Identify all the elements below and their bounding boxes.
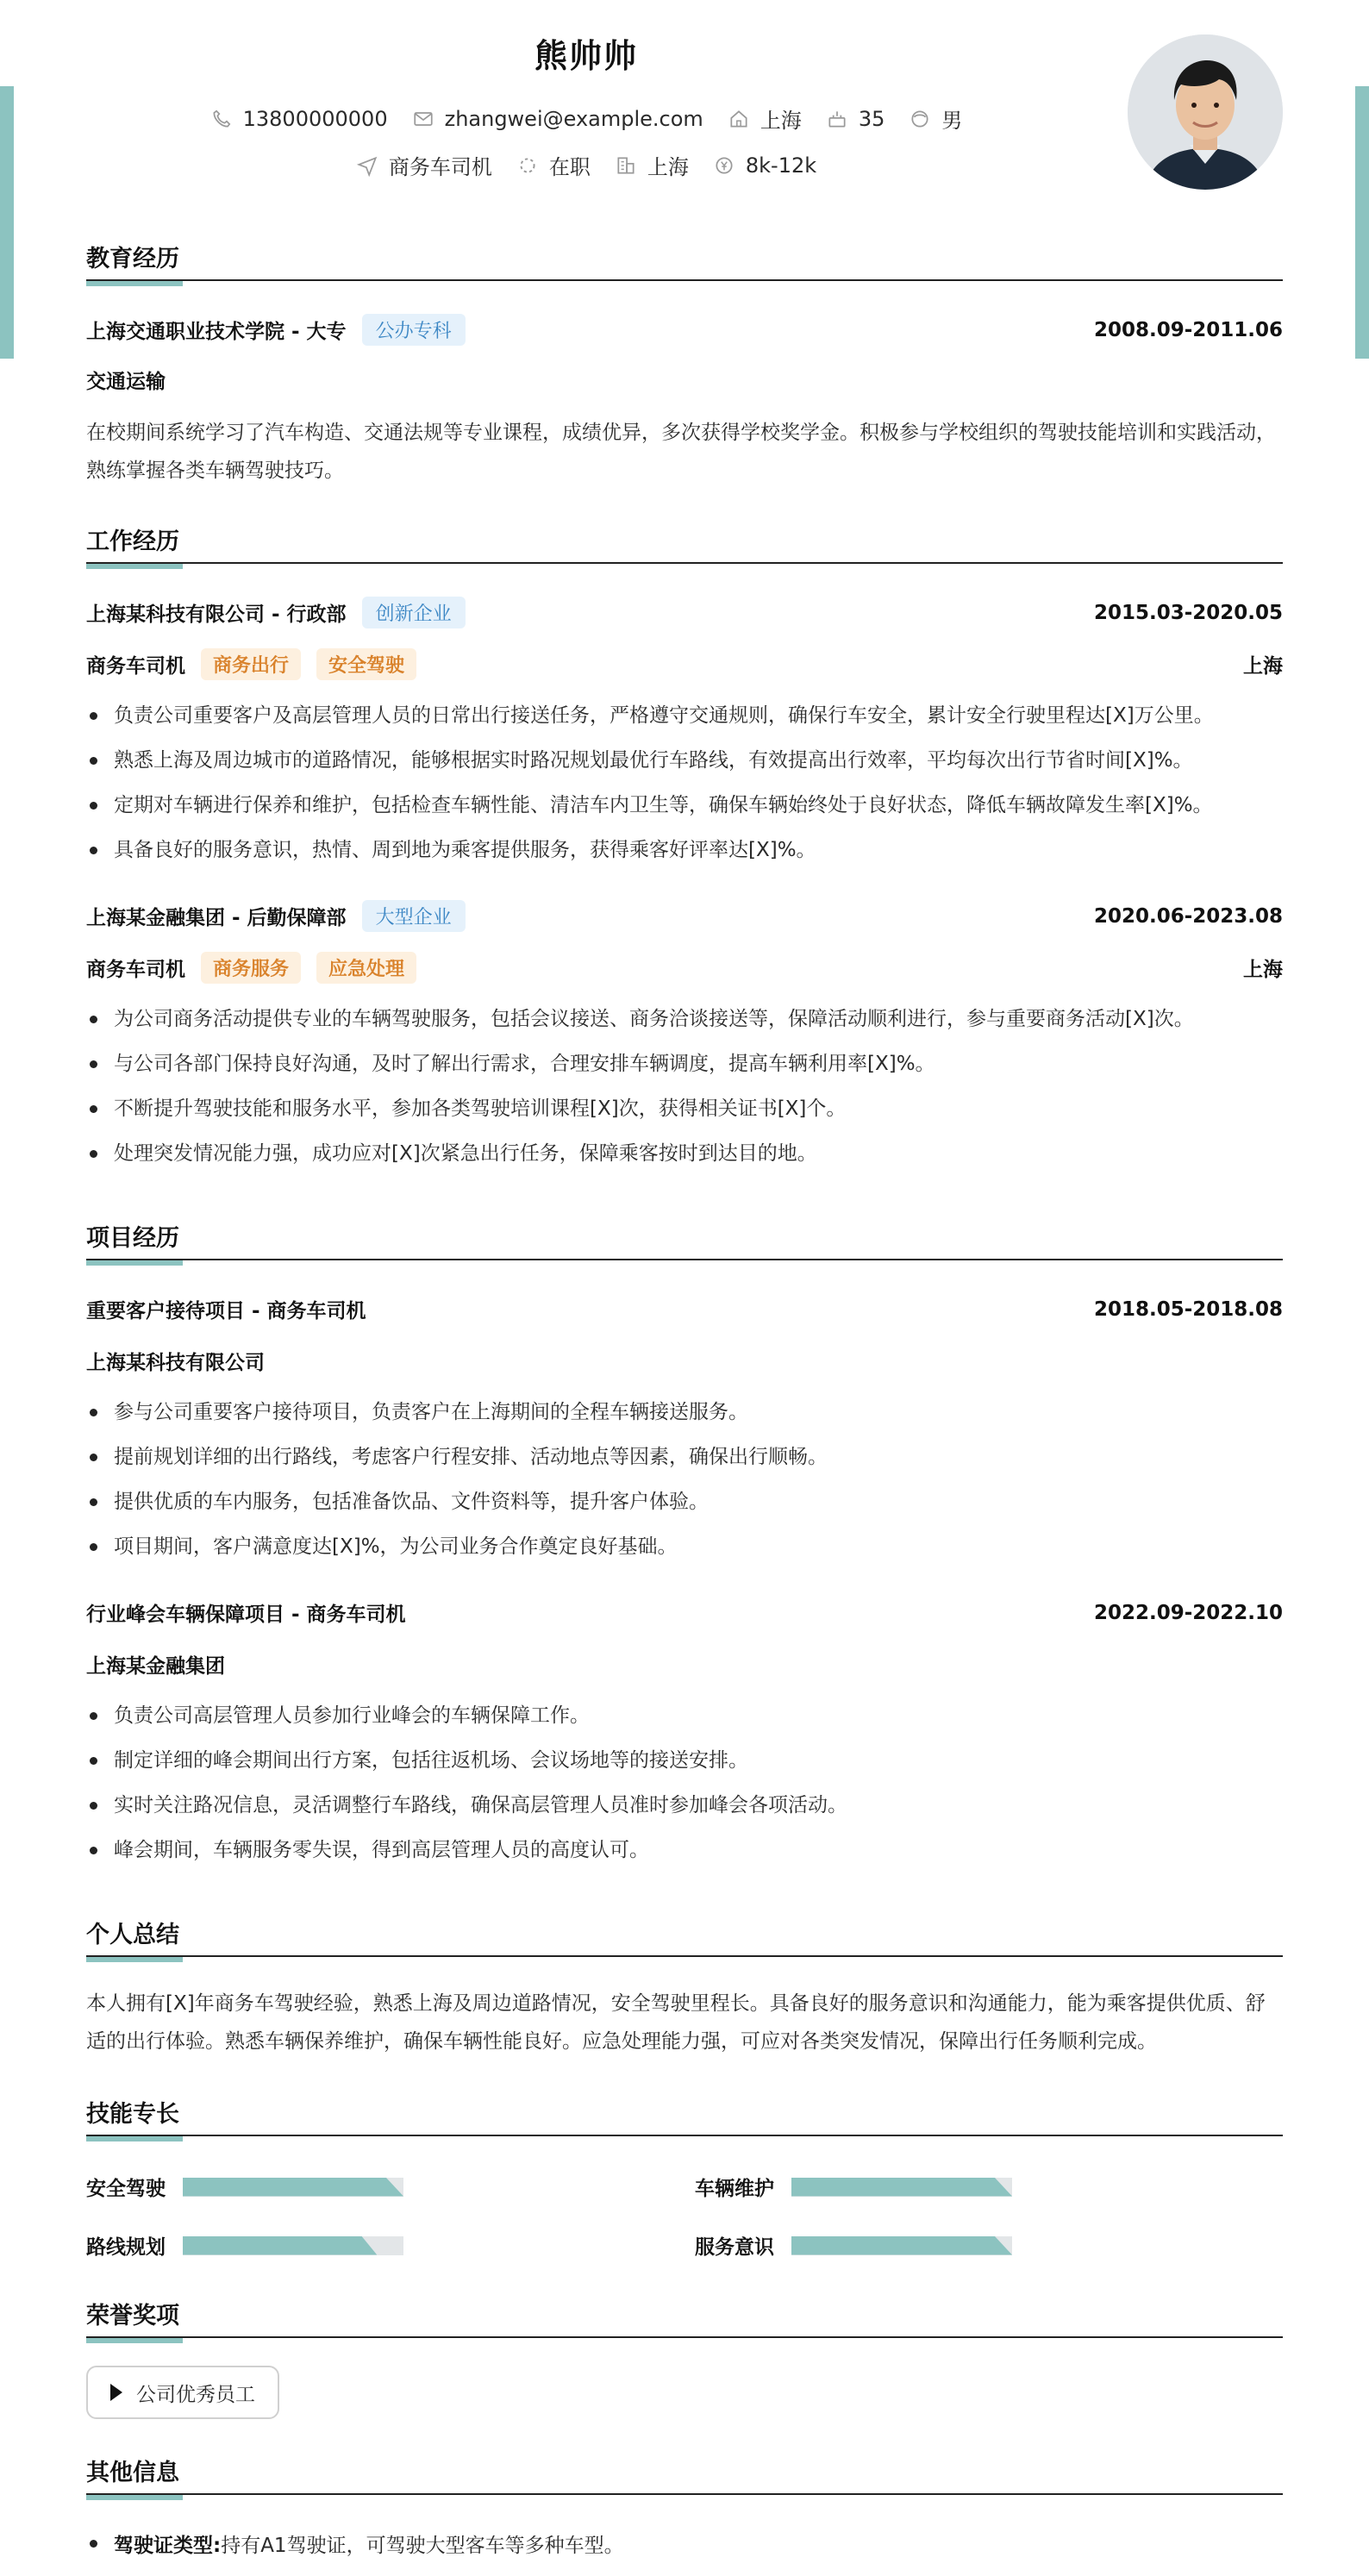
skill-name: 路线规划 (86, 2236, 166, 2259)
position-name: 商务车司机 (86, 655, 185, 678)
project-period: 2022.09-2022.10 (1093, 1601, 1283, 1624)
spinner-icon (516, 154, 539, 177)
job-header-row (86, 900, 1283, 932)
education-description: 在校期间系统学习了汽车构造、交通法规等专业课程，成绩优异，多次获得学校奖学金。积极参与学校组织的驾驶技能培训和实践活动，熟练掌握各类车辆驾驶技巧。 (86, 422, 1276, 482)
major-row (86, 366, 1283, 394)
section-title: 个人总结 (86, 1922, 179, 1948)
play-triangle-icon (110, 2384, 122, 2401)
section-title: 教育经历 (86, 246, 179, 272)
left-accent-bar (0, 86, 14, 359)
skill-bar (183, 2178, 403, 2197)
skill-item (695, 2173, 1012, 2201)
skill-item (695, 2231, 1012, 2260)
list-item: 制定详细的峰会期间出行方案，包括往返机场、会议场地等的接送安排。 (86, 1738, 1283, 1783)
email-info (412, 107, 703, 131)
section-accent (86, 1260, 183, 1266)
phone-text: 13800000000 (242, 106, 388, 131)
status-info (516, 150, 591, 180)
school-name: 上海交通职业技术学院 - 大专 (86, 321, 347, 343)
section-accent (86, 281, 183, 286)
skill-name: 车辆维护 (695, 2178, 774, 2200)
phone-icon (210, 108, 233, 130)
resume-header (86, 0, 1283, 216)
skills-section (86, 2095, 1283, 2133)
job-position-row (86, 952, 1283, 984)
list-item: 提供优质的车内服务，包括准备饮品、文件资料等，提升客户体验。 (86, 1479, 1283, 1524)
company-name: 上海某金融集团 - 后勤保障部 (86, 907, 347, 929)
project-org: 上海某科技有限公司 (86, 1352, 265, 1374)
list-item: 具备良好的服务意识，热情、周到地为乘客提供服务，获得乘客好评率达[X]%。 (86, 828, 1283, 872)
section-accent (86, 2136, 183, 2141)
award-item[interactable] (86, 2366, 279, 2419)
project-bullets (86, 1693, 1283, 1873)
salary-text: 8k-12k (745, 153, 817, 178)
section-accent (86, 564, 183, 569)
education-section (86, 240, 1283, 278)
job-location: 上海 (1243, 655, 1283, 678)
project-bullets (86, 1390, 1283, 1569)
cake-icon (826, 108, 848, 130)
section-accent (86, 1957, 183, 1962)
company-tag: 创新企业 (362, 597, 466, 628)
other-info-text: 持有A1驾驶证，可驾驶大型客车等多种车型。 (221, 2535, 624, 2557)
job-target-info (356, 150, 492, 180)
section-title: 工作经历 (86, 528, 179, 555)
job-target-text: 商务车司机 (388, 155, 492, 179)
coin-icon (713, 154, 735, 177)
section-accent (86, 2495, 183, 2500)
email-text: zhangwei@example.com (444, 106, 703, 131)
age-info (826, 107, 885, 131)
work-section (86, 522, 1283, 560)
home-icon (728, 108, 750, 130)
skill-bar (791, 2178, 1012, 2197)
position-tag: 商务出行 (201, 648, 301, 680)
list-item: 负责公司重要客户及高层管理人员的日常出行接送任务，严格遵守交通规则，确保行车安全，累计安全行驶里程达[X]万公里。 (86, 693, 1283, 738)
position-name: 商务车司机 (86, 959, 185, 981)
person-icon (909, 108, 931, 130)
section-title: 荣誉奖项 (86, 2303, 179, 2329)
list-item: 处理突发情况能力强，成功应对[X]次紧急出行任务，保障乘客按时到达目的地。 (86, 1131, 1283, 1176)
section-divider (86, 2135, 1283, 2136)
send-icon (356, 154, 378, 177)
job-period: 2020.06-2023.08 (1093, 904, 1283, 928)
position-tag: 应急处理 (316, 952, 416, 984)
other-section (86, 2454, 1283, 2492)
project-header-row (86, 1598, 1283, 1627)
skill-name: 安全驾驶 (86, 2178, 166, 2200)
section-title: 其他信息 (86, 2460, 179, 2486)
skill-bar-fill (791, 2236, 1012, 2255)
company-tag: 大型企业 (362, 900, 466, 932)
other-info-label: 驾驶证类型: (114, 2535, 222, 2557)
section-title: 项目经历 (86, 1225, 179, 1252)
other-info-item (86, 2529, 1283, 2558)
job-bullets (86, 693, 1283, 872)
project-header-row (86, 1295, 1283, 1323)
project-org-row (86, 1650, 1283, 1679)
project-org: 上海某金融集团 (86, 1655, 225, 1678)
candidate-name: 熊帅帅 (534, 37, 638, 75)
contact-row (86, 103, 1086, 134)
award-label: 公司优秀员工 (136, 2383, 255, 2406)
list-item: 提前规划详细的出行路线，考虑客户行程安排、活动地点等因素，确保出行顺畅。 (86, 1435, 1283, 1479)
avatar (1128, 34, 1283, 190)
list-item: 项目期间，客户满意度达[X]%，为公司业务合作奠定良好基础。 (86, 1524, 1283, 1569)
list-item: 定期对车辆进行保养和维护，包括检查车辆性能、清洁车内卫生等，确保车辆始终处于良好状态，降低车辆故障发生率[X]%。 (86, 783, 1283, 828)
work-city-text: 上海 (647, 155, 689, 179)
position-tag: 商务服务 (201, 952, 301, 984)
status-text: 在职 (548, 155, 591, 179)
right-accent-bar (1355, 86, 1369, 359)
list-item: 不断提升驾驶技能和服务水平，参加各类驾驶培训课程[X]次，获得相关证书[X]个。 (86, 1086, 1283, 1131)
mail-icon (412, 108, 434, 130)
school-tag: 公办专科 (362, 314, 466, 346)
age-text: 35 (858, 106, 885, 131)
skill-item (86, 2173, 403, 2201)
project-name: 重要客户接待项目 - 商务车司机 (86, 1300, 366, 1322)
project-period: 2018.05-2018.08 (1093, 1297, 1283, 1321)
projects-section (86, 1219, 1283, 1257)
skill-bar (183, 2236, 403, 2255)
city-text: 上海 (760, 109, 802, 133)
skill-bar (791, 2236, 1012, 2255)
position-tag: 安全驾驶 (316, 648, 416, 680)
phone-info (210, 107, 388, 131)
job-position-row (86, 648, 1283, 680)
section-divider (86, 562, 1283, 564)
list-item: 峰会期间，车辆服务零失误，得到高层管理人员的高度认可。 (86, 1828, 1283, 1873)
city-info (728, 103, 802, 134)
list-item: 参与公司重要客户接待项目，负责客户在上海期间的全程车辆接送服务。 (86, 1390, 1283, 1435)
list-item: 与公司各部门保持良好沟通，及时了解出行需求，合理安排车辆调度，提高车辆利用率[X]%。 (86, 1041, 1283, 1086)
section-divider (86, 1259, 1283, 1260)
skill-bar-fill (183, 2178, 403, 2197)
job-bullets (86, 997, 1283, 1176)
skill-item (86, 2231, 403, 2260)
work-city-info (615, 150, 689, 180)
section-divider (86, 2336, 1283, 2338)
list-item: 熟悉上海及周边城市的道路情况，能够根据实时路况规划最优行车路线，有效提高出行效率，平均每次出行节省时间[X]%。 (86, 738, 1283, 783)
skill-bar-fill (183, 2236, 377, 2255)
project-name: 行业峰会车辆保障项目 - 商务车司机 (86, 1604, 406, 1626)
section-title: 技能专长 (86, 2101, 179, 2128)
awards-section (86, 2297, 1283, 2335)
skill-name: 服务意识 (695, 2236, 774, 2259)
salary-info (713, 153, 816, 178)
section-divider (86, 2493, 1283, 2495)
job-header-row (86, 597, 1283, 628)
section-divider (86, 1955, 1283, 1957)
gender-info (909, 103, 962, 134)
project-org-row (86, 1347, 1283, 1375)
education-period: 2008.09-2011.06 (1093, 318, 1283, 341)
job-location: 上海 (1243, 959, 1283, 981)
section-divider (86, 279, 1283, 281)
job-intent-row (86, 150, 1086, 180)
building-icon (615, 154, 637, 177)
gender-text: 男 (941, 109, 963, 133)
list-item: 负责公司高层管理人员参加行业峰会的车辆保障工作。 (86, 1693, 1283, 1738)
resume-page (86, 0, 1283, 2557)
list-item: 实时关注路况信息，灵活调整行车路线，确保高层管理人员准时参加峰会各项活动。 (86, 1783, 1283, 1828)
skill-bar-fill (791, 2178, 1012, 2197)
summary-section (86, 1916, 1283, 1954)
education-header-row (86, 314, 1283, 346)
job-period: 2015.03-2020.05 (1093, 601, 1283, 624)
summary-text: 本人拥有[X]年商务车驾驶经验，熟悉上海及周边道路情况，安全驾驶里程长。具备良好的服务意识和沟通能力，能为乘客提供优质、舒适的出行体验。熟悉车辆保养维护，确保车辆性能良好。应急处理能力强，可应对各类突发情况，保障出行任务顺利完成。 (86, 1992, 1266, 2053)
list-item: 为公司商务活动提供专业的车辆驾驶服务，包括会议接送、商务洽谈接送等，保障活动顺利进行，参与重要商务活动[X]次。 (86, 997, 1283, 1041)
company-name: 上海某科技有限公司 - 行政部 (86, 603, 347, 626)
section-accent (86, 2338, 183, 2343)
major-name: 交通运输 (86, 371, 166, 393)
